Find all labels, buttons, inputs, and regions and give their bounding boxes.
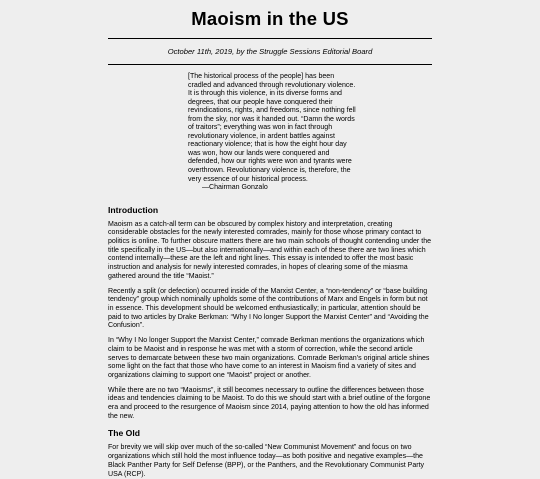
paragraph: Maoism as a catch-all term can be obscured by complex history and interpretation, creating considerable obstacles for the newly interested comrades, mainly for those whose primary contact to politics is online. To further obscure matters there are two main schools of thought contending under the title specifically in the US—but also internationally—and within each of these there are two lines which contend internally—these are the left and right lines. This essay is intended to offer the most basic instruction and analysis for newly interested comrades, in hopes of clearing some of the miasma gathered around the title “Maoist.”	[108, 220, 432, 280]
byline-divider	[108, 64, 432, 65]
epigraph-quote: [The historical process of the people] has been cradled and advanced through revolutionary violence. It is through this violence, in its diverse forms and degrees, that our people have conquered their revindications, rights, and freedoms, since nothing fell from the sky, nor was it handed out. “Damn the words of traitors”; everything was won in fact through revolutionary violence, in ardent battles against reactionary violence; that is how the eight hour day was won, how our lands were conquered and defended, how our rights were won and tyrants were overthrown. Revolutionary violence is, therefore, the very essence of our historical process.	[188, 73, 356, 183]
section-heading-introduction: Introduction	[108, 204, 159, 215]
section-heading-the-old: The Old	[108, 428, 140, 439]
article-body	[108, 205, 432, 479]
paragraph: While there are no two “Maoisms”, it still becomes necessary to outline the differences between those ideas and tendencies claiming to be Maoist. To do this we should start with a brief outline of the forgone era and proceed to the resurgence of Maoism since 2014, paying attention to how the old has informed the new.	[108, 386, 431, 420]
article-byline: October 11th, 2019, by the Struggle Sessions Editorial Board	[167, 47, 373, 56]
paragraph: For brevity we will skip over much of the so-called “New Communist Movement” and focus on two organizations which still hold the most influence today—as both positive and negative examples—the Black Panther Party for Self Defense (BPP), or the Panthers, and the Revolutionary Communist Party USA (RCP).	[108, 444, 425, 478]
article-title: Maoism in the US	[191, 8, 349, 29]
title-divider	[108, 38, 432, 39]
epigraph	[188, 73, 356, 193]
paragraph: Recently a split (or defection) occurred inside of the Marxist Center, a “non-tendency” or “base building tendency” group which nominally upholds some of the contributions of Marx and Engels in form but not in essence. This development should be welcomed enthusiastically; in particular, attention should be paid to two articles by Drake Berkman: “Why I No longer Support the Marxist Center” and “Avoiding the Confusion”.	[108, 287, 429, 330]
paragraph: In “Why I No longer Support the Marxist Center,” comrade Berkman mentions the organizations which claim to be Maoist and in response he was met with a storm of correction, while the second article serves to demarcate between these two main organizations. Comrade Berkman’s original article shines some light on the fact that those who have come to an interest in Maoism find a variety of sites and organizations claiming to support one “Maoist” project or another.	[108, 337, 430, 379]
epigraph-attribution: —Chairman Gonzalo	[202, 184, 268, 192]
